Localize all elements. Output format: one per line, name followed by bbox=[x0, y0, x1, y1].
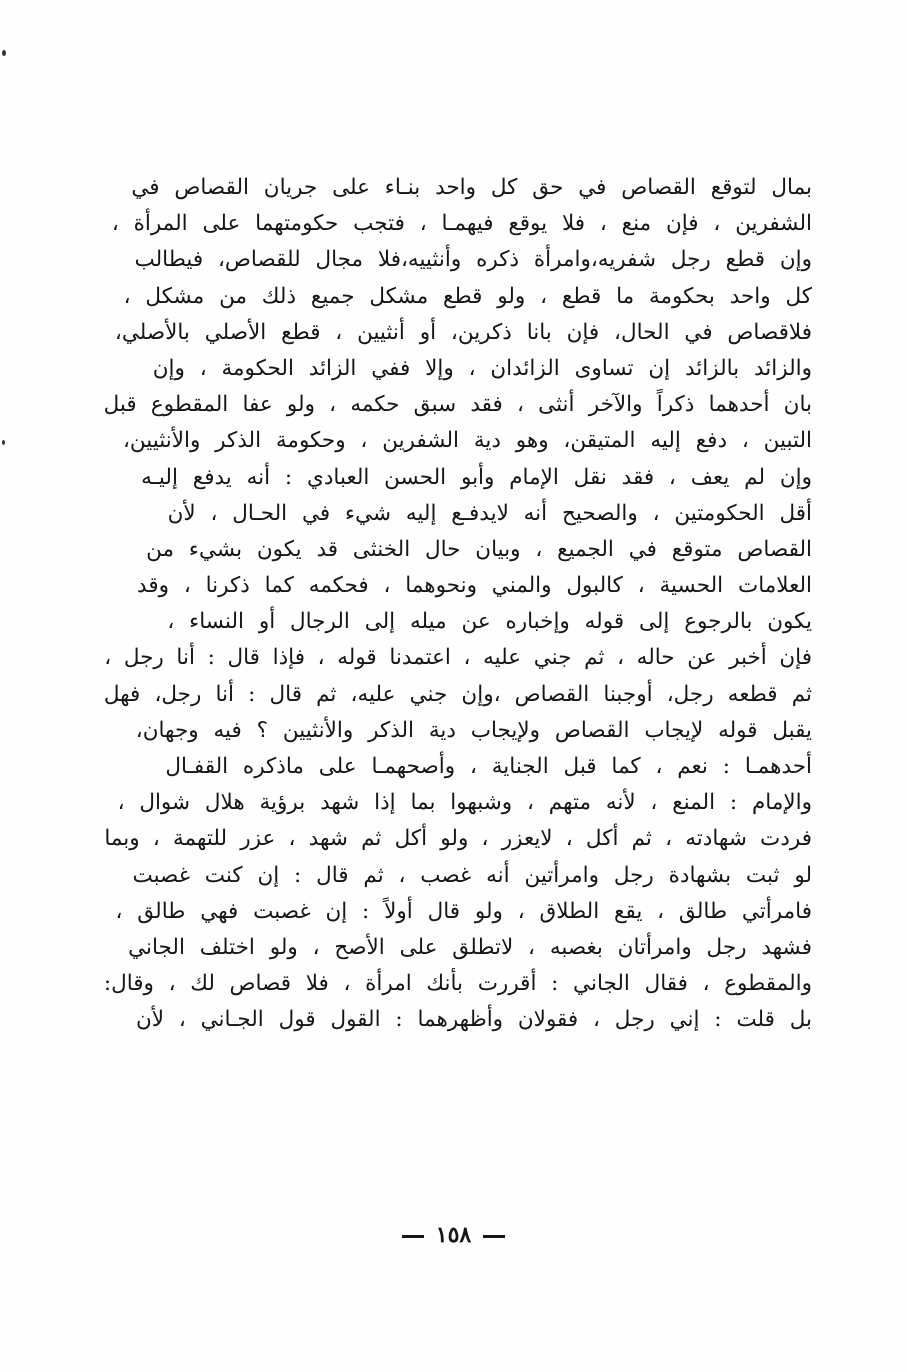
page-number: ١٥٨ bbox=[435, 1222, 472, 1248]
text-line: أقل الحكومتين ، والصحيح أنه لايدفـع إليه شيء في الحـال ، لأن bbox=[167, 500, 812, 526]
body-text bbox=[104, 170, 812, 1039]
text-line: فردت شهادته ، ثم أكل ، لايعزر ، ولو أكل ثم شهد ، عزر للتهمة ، وبما bbox=[104, 826, 812, 852]
text-line: الشفرين ، فإن منع ، فلا يوقع فيهمـا ، فتجب حكومتهما على المرأة ، bbox=[111, 211, 812, 237]
text-line: أحدهمـا : نعم ، كما قبل الجناية ، وأصحهمـا على ماذكره القفـال bbox=[165, 754, 812, 779]
text-line: التبين ، دفع إليه المتيقن، وهو دية الشفرين ، وحكومة الذكر والأنثيين، bbox=[122, 428, 812, 454]
text-line: والإمام : المنع ، لأنه متهم ، وشبهوا بما إذا شهد برؤية هلال شوال ، bbox=[117, 790, 812, 816]
footer-dash bbox=[483, 1235, 505, 1238]
text-line: ثم قطعه رجل، أوجبنا القصاص ،وإن جني عليه، ثم قال : أنا رجل، فهل bbox=[104, 681, 812, 707]
text-line: وإن قطع رجل شفريه،وامرأة ذكره وأنثييه،فلا مجال للقصاص، فيطالب bbox=[134, 247, 812, 273]
text-line: القصاص متوقع في الجميع ، وبيان حال الخنثى قد يكون بشيء من bbox=[146, 536, 812, 562]
text-line: فإن أخبر عن حاله ، ثم جني عليه ، اعتمدنا قوله ، فإذا قال : أنا رجل ، bbox=[104, 645, 812, 671]
page-footer bbox=[0, 1222, 907, 1248]
text-line: فلاقصاص في الحال، فإن بانا ذكرين، أو أنثيين ، قطع الأصلي بالأصلي، bbox=[114, 319, 812, 345]
text-line: والزائد بالزائد إن تساوى الزائدان ، وإلا ففي الزائد الحكومة ، وإن bbox=[152, 355, 812, 381]
text-line: العلامات الحسية ، كالبول والمني ونحوهما ، فحكمه كما ذكرنا ، وقد bbox=[137, 573, 812, 599]
text-line: بل قلت : إني رجل ، فقولان وأظهرهما : القول قول الجـاني ، لأن bbox=[135, 1007, 812, 1033]
text-line: بمال لتوقع القصاص في حق كل واحد بنـاء على جريان القصاص في bbox=[131, 175, 812, 200]
text-line: يكون بالرجوع إلى قوله وإخباره عن ميله إلى الرجال أو النساء ، bbox=[167, 609, 812, 635]
text-line: فامرأتي طالق ، يقع الطلاق ، ولو قال أولاً : إن غصبت فهي طالق ، bbox=[115, 898, 812, 924]
scan-speck bbox=[2, 440, 5, 445]
text-line: يقبل قوله لإيجاب القصاص ولإيجاب دية الذكر والأنثيين ؟ فيه وجهان، bbox=[135, 717, 812, 743]
text-line: كل واحد بحكومة ما قطع ، ولو قطع مشكل جميع ذلك من مشكل ، bbox=[123, 283, 812, 309]
scan-speck bbox=[2, 50, 6, 56]
text-line: والمقطوع ، فقال الجاني : أقررت بأنك امرأة ، فلا قصاص لك ، وقال: bbox=[104, 971, 812, 997]
text-line: وإن لم يعف ، فقد نقل الإمام وأبو الحسن العبادي : أنه يدفع إليـه bbox=[141, 464, 812, 490]
text-line: لو ثبت بشهادة رجل وامرأتين أنه غصب ، ثم قال : إن كنت غصبت bbox=[132, 862, 812, 888]
text-line: بان أحدهما ذكراً والآخر أنثى ، فقد سبق حكمه ، ولو عفا المقطوع قبل bbox=[104, 392, 812, 418]
text-line: فشهد رجل وامرأتان بغصبه ، لاتطلق على الأصح ، ولو اختلف الجاني bbox=[128, 934, 812, 960]
footer-dash bbox=[402, 1235, 424, 1238]
